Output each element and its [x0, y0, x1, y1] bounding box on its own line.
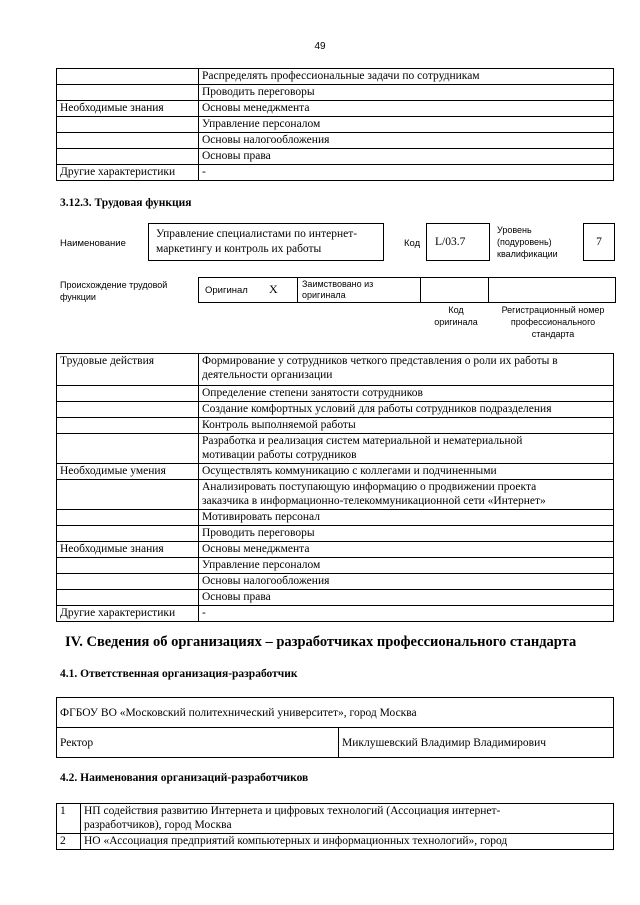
table-cell: Основы менеджмента	[199, 101, 614, 117]
code-box	[426, 223, 490, 261]
code-label: Код	[404, 238, 421, 249]
table-cell: Распределять профессиональные задачи по сотрудникам	[199, 69, 614, 85]
table-row: Необходимые знания Основы менеджмента	[57, 101, 614, 117]
table-row: Проводить переговоры	[57, 526, 614, 542]
table-row: 2 НО «Ассоциация предприятий компьютерных и информационных технологий», город	[57, 834, 614, 850]
code-value: L/03.7	[435, 236, 466, 248]
table-row: Другие характеристики -	[57, 165, 614, 181]
table-row	[57, 85, 614, 101]
dev-org-num: 1	[57, 804, 81, 834]
table-row: Разработка и реализация систем материальной и нематериальной мотивации работы сотрудников	[57, 434, 614, 464]
name-box	[148, 223, 384, 261]
original-mark: X	[269, 282, 278, 296]
dev-org-num: 2	[57, 834, 81, 850]
org-position: Ректор	[57, 728, 339, 758]
table-row: Другие характеристики -	[57, 606, 614, 622]
table-row: 1 НП содействия развитию Интернета и цифровых технологий (Ассоциация интернет- разработчиков), город Москва	[57, 804, 614, 834]
table-cell: Основы права	[199, 149, 614, 165]
level-value: 7	[596, 236, 602, 248]
name-value-line2: маркетингу и контроль их работы	[156, 243, 322, 255]
original-cell: Оригинал X	[199, 278, 298, 302]
org-name: ФГБОУ ВО «Московский политехнический университет», город Москва	[57, 698, 614, 728]
subsection-4-1: 4.1. Ответственная организация-разработчик	[60, 668, 298, 680]
level-box	[583, 223, 615, 261]
borrowed-cell: Заимствовано из оригинала	[298, 278, 421, 302]
subsection-4-2: 4.2. Наименования организаций-разработчиков	[60, 772, 309, 784]
org-person: Миклушевский Владимир Владимирович	[339, 728, 614, 758]
table-row: Мотивировать персонал	[57, 510, 614, 526]
main-table	[56, 353, 614, 622]
table-cell: Проводить переговоры	[199, 85, 614, 101]
origin-box	[198, 277, 616, 303]
table-row: Определение степени занятости сотрудников	[57, 386, 614, 402]
table-row: Необходимые знания Основы менеджмента	[57, 542, 614, 558]
table-row: Управление персоналом	[57, 558, 614, 574]
table-row: Создание комфортных условий для работы сотрудников подразделения	[57, 402, 614, 418]
name-label: Наименование	[60, 238, 126, 249]
reg-number-caption: Регистрационный номер профессионального стандарта	[501, 305, 605, 339]
responsible-org-table	[56, 697, 614, 758]
table-row: Необходимые умения Осуществлять коммуникацию с коллегами и подчиненными	[57, 464, 614, 480]
table-row: Контроль выполняемой работы	[57, 418, 614, 434]
table-row: Анализировать поступающую информацию о продвижении проекта заказчика в информационно-телекоммуникационной сети «Интернет»	[57, 480, 614, 510]
table-row	[57, 728, 614, 758]
section-heading: 3.12.3. Трудовая функция	[60, 197, 192, 209]
table-row	[57, 698, 614, 728]
origin-label: Происхождение трудовой функции	[60, 280, 168, 302]
code-original-cell	[421, 278, 489, 302]
table-row	[57, 133, 614, 149]
table-cell: -	[199, 165, 614, 181]
top-table	[56, 68, 614, 181]
table-row	[57, 69, 614, 85]
table-row	[57, 149, 614, 165]
name-value-line1: Управление специалистами по интернет-	[156, 228, 358, 240]
section-iv-heading: IV. Сведения об организациях – разработчиках профессионального стандарта	[65, 634, 577, 650]
table-cell: Управление персоналом	[199, 117, 614, 133]
table-row: Основы права	[57, 590, 614, 606]
table-row	[57, 117, 614, 133]
level-label: Уровень (подуровень) квалификации	[497, 225, 558, 259]
code-original-caption: Код оригинала	[434, 305, 478, 327]
table-row: Основы налогообложения	[57, 574, 614, 590]
table-row: Трудовые действия Формирование у сотрудников четкого представления о роли их работы в деятельности организации	[57, 354, 614, 386]
page-number: 49	[314, 41, 326, 52]
table-cell: Основы налогообложения	[199, 133, 614, 149]
dev-orgs-table	[56, 803, 614, 850]
